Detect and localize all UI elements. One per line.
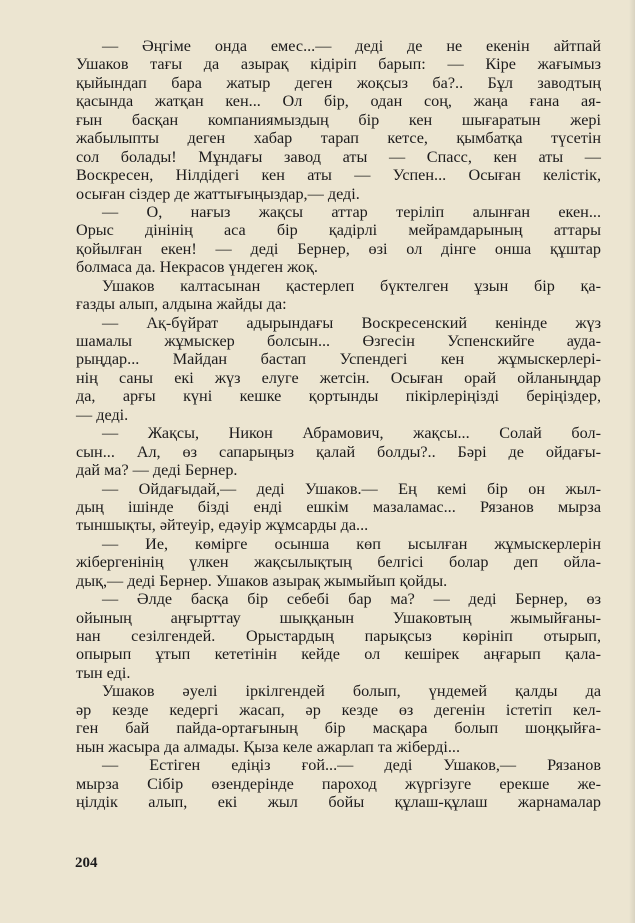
text-line: — Ақ-бүйрат адырындағы Воскресенский кенінде жүз bbox=[102, 313, 601, 332]
text-line: ген бай пайда-ортағының бір масқара болып шоңқыйға- bbox=[76, 719, 601, 738]
text-line: Орыс дінінің аса бір қадірлі мейрамдарының аттары bbox=[76, 221, 601, 240]
text-line: болмаса да. Некрасов үндеген жоқ. bbox=[76, 258, 318, 277]
text-line: рыңдар... Майдан бастап Успендегі кен жұмыскерлері- bbox=[76, 350, 601, 369]
body-text bbox=[76, 37, 601, 811]
text-line: қойылған екен! — деді Бернер, өзі ол дінге онша құштар bbox=[76, 239, 601, 258]
text-line: дай ма? — деді Бернер. bbox=[76, 461, 238, 480]
text-line: ңілдік алып, екі жыл бойы құлаш-құлаш жарнамалар bbox=[76, 792, 601, 811]
text-line: ойының аңғырттау шыққанын Ушаковтың жымыйғаны- bbox=[76, 608, 601, 627]
text-line: жібергенінің үлкен жақсылықтың белгісі болар деп ойла- bbox=[76, 553, 601, 572]
text-line: — Ие, көмірге осынша көп ысылған жұмыскерлерін bbox=[102, 534, 601, 553]
text-line: — деді. bbox=[76, 405, 129, 424]
text-line: нің саны екі жүз елуге жетсін. Осыған орай ойланыңдар bbox=[76, 368, 601, 387]
text-line: Ушаков калтасынан қастерлеп бүктелген ұзын бір қа- bbox=[102, 276, 601, 295]
text-line: жабылыпты деген хабар тарап кетсе, қымбатқа түсетін bbox=[76, 129, 601, 148]
page-number: 204 bbox=[75, 855, 98, 871]
text-line: Воскресен, Нілдідегі кен аты — Успен... Осыған келістік, bbox=[76, 166, 601, 185]
text-line: — Әлде басқа бір себебі бар ма? — деді Бернер, өз bbox=[102, 590, 601, 609]
text-line: тыншықты, әйтеуір, едәуір жұмсарды да... bbox=[76, 516, 369, 535]
text-line: Ушаков әуелі іркілгендей болып, үндемей қалды да bbox=[102, 682, 601, 701]
text-line: мырза Сібір өзендерінде пароход жүргізуге ерекше же- bbox=[76, 774, 601, 793]
text-line: — О, нағыз жақсы аттар теріліп алынған екен... bbox=[102, 202, 601, 221]
text-line: — Естіген едіңіз ғой...— деді Ушаков,— Рязанов bbox=[102, 756, 601, 775]
text-line: опырып ұтып кететінін кейде ол кешірек аңғарып қала- bbox=[76, 645, 601, 664]
text-line: — Әңгіме онда емес...— деді де не екенін айтпай bbox=[102, 37, 601, 55]
text-line: қасында жатқан кен... Ол бір, одан соң, жаңа ғана ая- bbox=[76, 92, 601, 111]
text-line: сол болады! Мұндағы завод аты — Спасс, кен аты — bbox=[76, 147, 601, 166]
text-line: ғын басқан компаниямыздың бір кен шығаратын жері bbox=[76, 110, 601, 129]
text-line: дық,— деді Бернер. Ушаков азырақ жымыйып қойды. bbox=[76, 571, 448, 590]
text-line: қыйындап бара жатыр деген жоқсыз ба?.. Бұл заводтың bbox=[76, 73, 601, 92]
text-line: сын... Ал, өз сапарыңыз қалай болды?.. Бәрі де ойдағы- bbox=[76, 442, 601, 461]
text-line: нын жасыра да алмады. Қыза келе ажарлап та жіберді... bbox=[76, 737, 460, 756]
page-edge-shadow bbox=[629, 0, 635, 923]
text-line: шамалы жұмыскер болсын... Өзгесін Успенскийге ауда- bbox=[76, 332, 601, 350]
text-line: осыған сіздер де жаттығыңыздар,— деді. bbox=[76, 184, 360, 203]
text-line: да, арғы күні кешке қортынды пікірлеріңізді беріңіздер, bbox=[76, 387, 601, 406]
text-line: тын еді. bbox=[76, 663, 131, 682]
text-line: әр кезде кедергі жасап, әр кезде өз дегенін істетіп кел- bbox=[76, 700, 601, 719]
text-line: — Ойдағыдай,— деді Ушаков.— Ең кемі бір он жыл- bbox=[102, 479, 601, 498]
text-line: дың ішінде бізді енді ешкім мазаламас... Рязанов мырза bbox=[76, 497, 601, 516]
text-line: Ушаков тағы да азырақ кідіріп барып: — Кіре жағымыз bbox=[76, 55, 601, 74]
text-line: нан сезілгендей. Орыстардың парықсыз көрініп отырып, bbox=[76, 627, 601, 645]
text-line: — Жақсы, Никон Абрамович, жақсы... Солай бол- bbox=[102, 424, 601, 443]
text-line: ғазды алып, алдына жайды да: bbox=[76, 295, 287, 314]
